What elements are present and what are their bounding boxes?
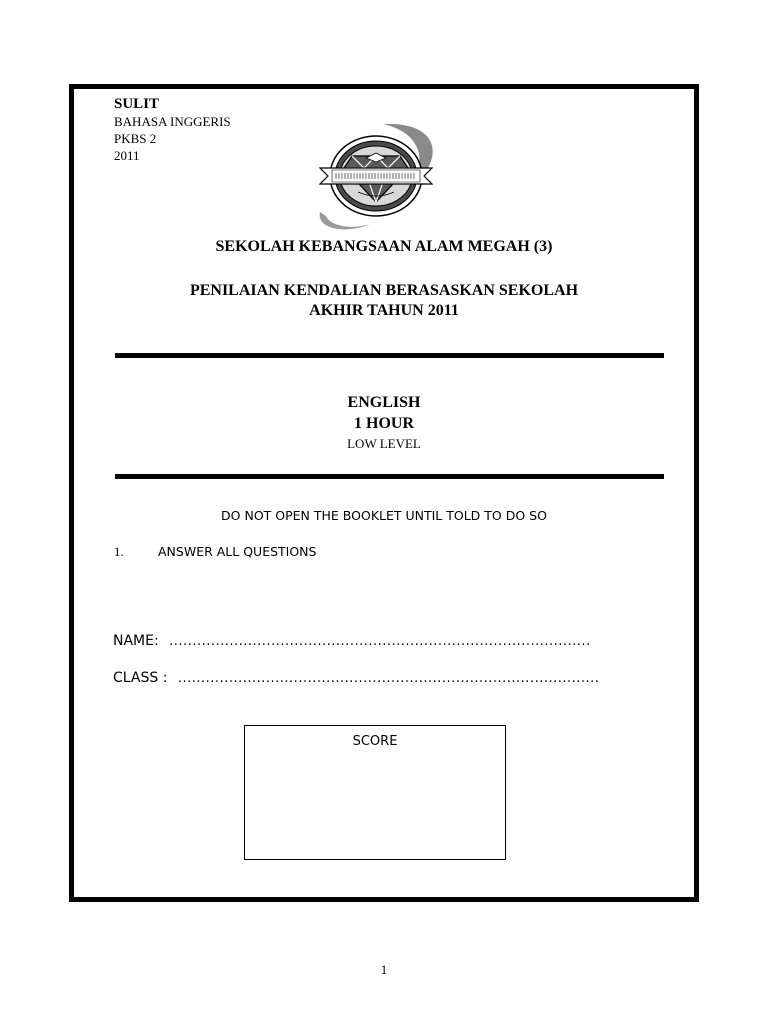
name-label: NAME: [113, 633, 159, 649]
assessment-subtitle: AKHIR TAHUN 2011 [309, 302, 459, 319]
name-input-line[interactable]: ........................................................................................... [169, 634, 591, 649]
paper-code: PKBS 2 [114, 131, 157, 146]
class-field[interactable] [113, 670, 599, 686]
instruction-number: 1. [114, 544, 124, 559]
assessment-title: PENILAIAN KENDALIAN BERASASKAN SEKOLAH [189, 282, 579, 299]
school-crest-icon [312, 120, 440, 232]
score-box[interactable] [244, 725, 506, 860]
exam-notice: DO NOT OPEN THE BOOKLET UNTIL TOLD TO DO SO [221, 508, 547, 523]
class-label: CLASS : [113, 670, 168, 686]
score-label: SCORE [352, 734, 398, 749]
name-field[interactable] [113, 633, 591, 649]
class-input-line[interactable]: ........................................................................................... [177, 671, 600, 686]
year: 2011 [114, 148, 140, 163]
school-name: SEKOLAH KEBANGSAAN ALAM MEGAH (3) [215, 238, 553, 255]
instruction-text: ANSWER ALL QUESTIONS [158, 544, 317, 559]
page-number: 1 [380, 962, 388, 977]
exam-level: LOW LEVEL [347, 436, 421, 451]
divider-top [115, 353, 664, 358]
exam-subject: ENGLISH [347, 394, 421, 411]
classification-label: SULIT [114, 96, 160, 112]
header-info [114, 95, 231, 164]
subject-code: BAHASA INGGERIS [114, 114, 231, 129]
exam-duration: 1 HOUR [354, 415, 414, 432]
divider-bottom [115, 474, 664, 479]
